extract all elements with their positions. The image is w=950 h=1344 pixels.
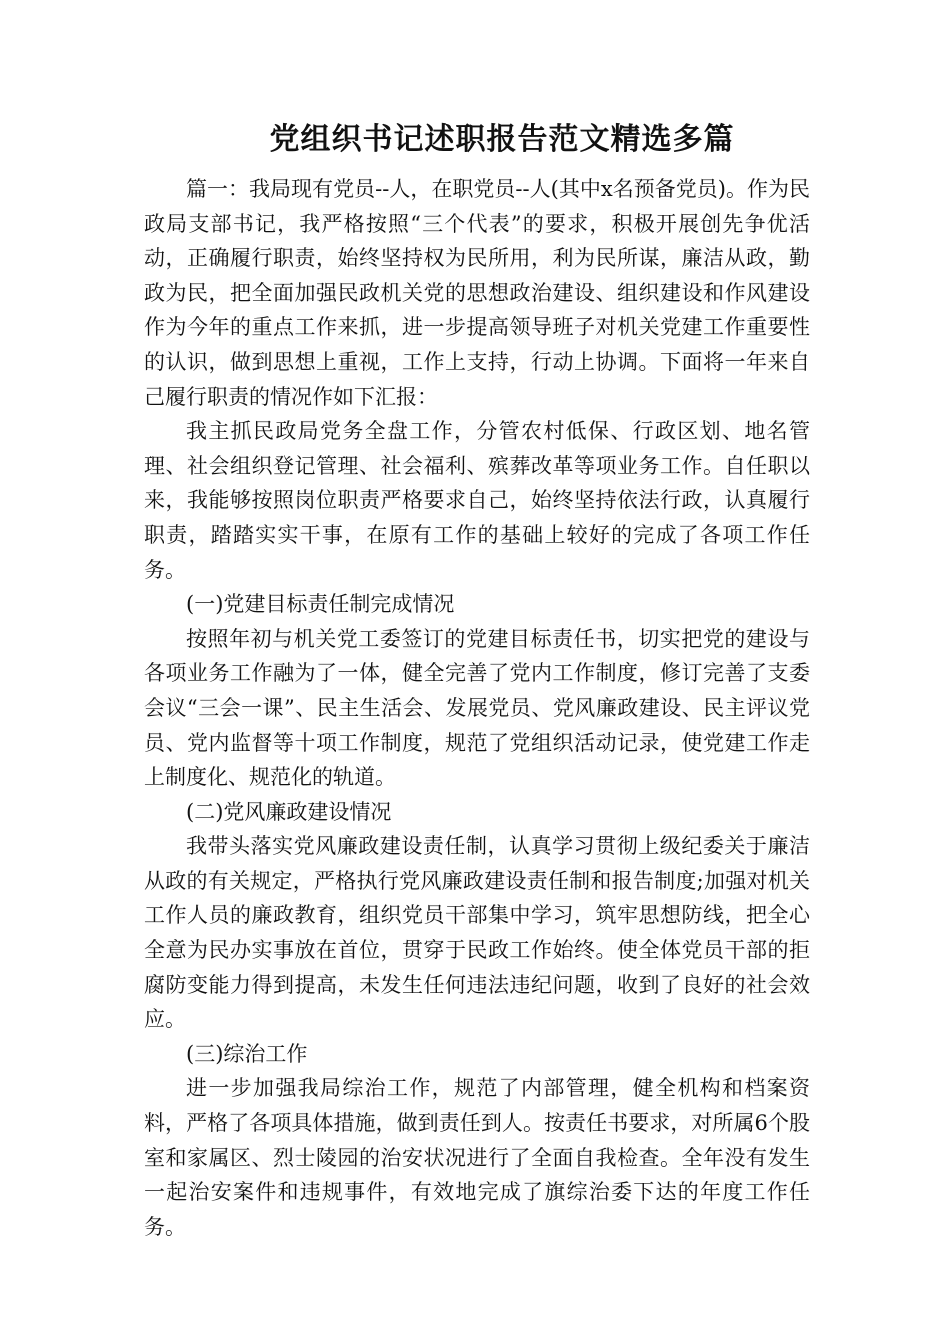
intro-paragraph: 篇一：我局现有党员--人，在职党员--人(其中x名预备党员)。作为民政局支部书记，我严格按照“三个代表”的要求，积极开展创先争优活动，正确履行职责，始终坚持权为民所用，利为民所谋，廉洁从政，勤政为民，把全面加强民政机关党的思想政治建设、组织建设和作风建设作为今年的重点工作来抓，进一步提高领导班子对机关党建工作重要性的认识，做到思想上重视，工作上支持，行动上协调。下面将一年来自己履行职责的情况作如下汇报： xyxy=(144,177,810,409)
document-title: 党组织书记述职报告范文精选多篇 xyxy=(269,122,735,157)
section-heading-public-security: (三)综治工作 xyxy=(186,1041,308,1066)
public-security-paragraph: 进一步加强我局综治工作，规范了内部管理，健全机构和档案资料，严格了各项具体措施，做到责任到人。按责任书要求，对所属6个股室和家属区、烈士陵园的治安状况进行了全面自我检查。全年没有发生一起治安案件和违规事件，有效地完成了旗综治委下达的年度工作任务。 xyxy=(144,1076,810,1239)
document-page xyxy=(144,116,810,1244)
section-heading-party-building: (一)党建目标责任制完成情况 xyxy=(186,592,455,617)
duties-paragraph: 我主抓民政局党务全盘工作，分管农村低保、行政区划、地名管理、社会组织登记管理、社会福利、殡葬改革等项业务工作。自任职以来，我能够按照岗位职责严格要求自己，始终坚持依法行政，认真履行职责，踏踏实实干事，在原有工作的基础上较好的完成了各项工作任务。 xyxy=(144,419,810,582)
section-heading-integrity: (二)党风廉政建设情况 xyxy=(186,799,392,824)
integrity-paragraph: 我带头落实党风廉政建设责任制，认真学习贯彻上级纪委关于廉洁从政的有关规定，严格执行党风廉政建设责任制和报告制度;加强对机关工作人员的廉政教育，组织党员干部集中学习，筑牢思想防线，把全心全意为民办实事放在首位，贯穿于民政工作始终。使全体党员干部的拒腐防变能力得到提高，未发生任何违法违纪问题，收到了良好的社会效应。 xyxy=(144,834,810,1032)
party-building-paragraph: 按照年初与机关党工委签订的党建目标责任书，切实把党的建设与各项业务工作融为了一体，健全完善了党内工作制度，修订完善了支委会议“三会一课”、民主生活会、发展党员、党风廉政建设、民主评议党员、党内监督等十项工作制度，规范了党组织活动记录，使党建工作走上制度化、规范化的轨道。 xyxy=(144,626,810,790)
